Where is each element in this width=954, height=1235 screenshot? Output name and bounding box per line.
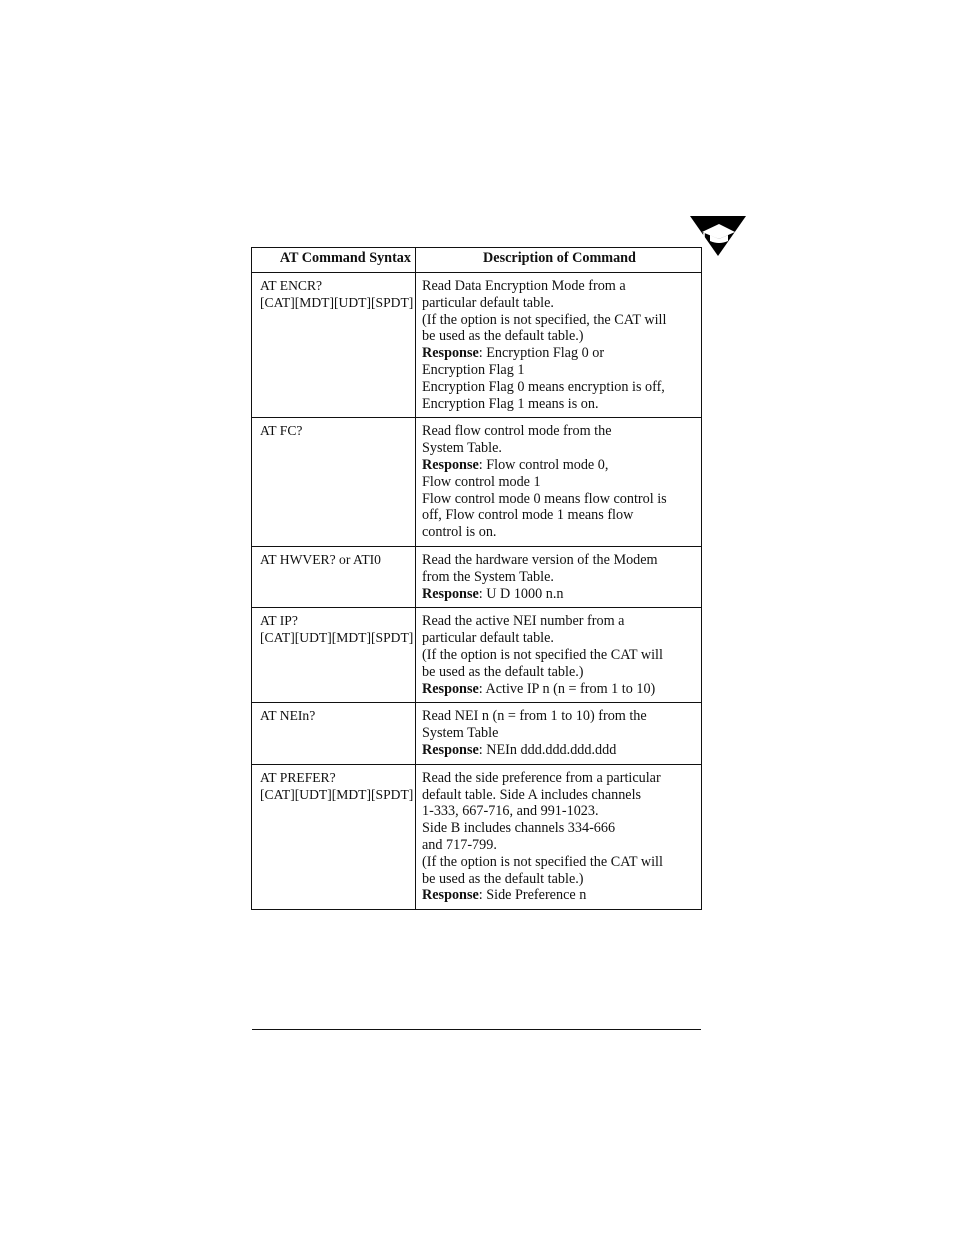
description-line: particular default table. xyxy=(422,294,554,311)
response-label: Response xyxy=(422,585,479,602)
table-row xyxy=(252,764,702,909)
command-syntax-cell xyxy=(252,703,416,764)
command-description-cell xyxy=(416,418,702,547)
description-line: and 717-799. xyxy=(422,836,497,853)
response-line xyxy=(422,681,695,698)
table-row xyxy=(252,703,702,764)
description-line: (If the option is not specified the CAT will xyxy=(422,646,663,663)
command-syntax-line: AT FC? xyxy=(260,423,303,439)
response-text: : U D 1000 n.n xyxy=(478,585,564,602)
table-header-row xyxy=(252,248,702,273)
command-description-cell xyxy=(416,546,702,607)
command-syntax-line: [CAT][UDT][MDT][SPDT] xyxy=(260,630,414,646)
description-line: Read the active NEI number from a xyxy=(422,613,625,630)
description-line: Flow control mode 0 means flow control is xyxy=(422,490,667,507)
response-line xyxy=(422,586,695,603)
response-label: Response xyxy=(422,456,479,473)
description-line: Read the side preference from a particular xyxy=(422,769,661,786)
command-syntax-cell xyxy=(252,764,416,909)
description-line: Encryption Flag 1 means is on. xyxy=(422,395,599,412)
description-line: Flow control mode 1 xyxy=(422,473,541,490)
response-label: Response xyxy=(422,887,479,904)
response-text: : Encryption Flag 0 or xyxy=(478,345,605,362)
description-line: be used as the default table.) xyxy=(422,870,584,887)
response-text: : Flow control mode 0, xyxy=(478,456,609,473)
description-line: be used as the default table.) xyxy=(422,328,584,345)
command-syntax-cell xyxy=(252,546,416,607)
description-line: Read the hardware version of the Modem xyxy=(422,551,658,568)
table-row xyxy=(252,546,702,607)
description-line: control is on. xyxy=(422,524,497,541)
description-line: (If the option is not specified the CAT will xyxy=(422,853,663,870)
description-line: Encryption Flag 0 means encryption is off, xyxy=(422,378,665,395)
table-row xyxy=(252,273,702,418)
response-text: : Side Preference n xyxy=(478,887,587,904)
description-line: Read flow control mode from the xyxy=(422,423,612,440)
description-line: Side B includes channels 334-666 xyxy=(422,820,616,837)
description-line: from the System Table. xyxy=(422,568,554,585)
command-syntax-line: AT HWVER? or ATI0 xyxy=(260,551,381,567)
command-syntax-cell xyxy=(252,608,416,703)
description-line: Read Data Encryption Mode from a xyxy=(422,278,626,294)
command-syntax-line: AT PREFER? xyxy=(260,769,336,785)
command-description-cell xyxy=(416,703,702,764)
command-syntax-cell xyxy=(252,273,416,418)
description-line: Read NEI n (n = from 1 to 10) from the xyxy=(422,708,647,725)
response-label: Response xyxy=(422,680,479,697)
command-description-cell xyxy=(416,764,702,909)
command-syntax-line: AT IP? xyxy=(260,613,298,629)
response-text: : Active IP n (n = from 1 to 10) xyxy=(478,680,656,697)
response-line xyxy=(422,742,695,759)
command-syntax-line: [CAT][UDT][MDT][SPDT] xyxy=(260,786,414,802)
description-line: particular default table. xyxy=(422,630,554,647)
response-line xyxy=(422,457,695,474)
command-syntax-cell xyxy=(252,418,416,547)
command-description-cell xyxy=(416,608,702,703)
description-line: System Table xyxy=(422,725,499,742)
description-line: System Table. xyxy=(422,440,502,457)
command-syntax-line: AT ENCR? xyxy=(260,278,323,293)
response-text: : NEIn ddd.ddd.ddd.ddd xyxy=(478,741,617,758)
command-syntax-line: AT NEIn? xyxy=(260,708,316,724)
table-row xyxy=(252,608,702,703)
description-line: be used as the default table.) xyxy=(422,663,584,680)
description-line: off, Flow control mode 1 means flow xyxy=(422,507,634,524)
command-syntax-line: [CAT][MDT][UDT][SPDT] xyxy=(260,294,414,310)
header-description: Description of Command xyxy=(416,248,702,273)
response-line xyxy=(422,887,695,904)
response-line xyxy=(422,345,695,362)
response-label: Response xyxy=(422,741,479,758)
description-line: Encryption Flag 1 xyxy=(422,361,525,378)
header-syntax: AT Command Syntax xyxy=(252,248,416,273)
description-line: 1-333, 667-716, and 991-1023. xyxy=(422,803,599,820)
description-line: (If the option is not specified, the CAT will xyxy=(422,311,667,328)
at-command-table xyxy=(251,247,702,910)
table-row xyxy=(252,418,702,547)
description-line: default table. Side A includes channels xyxy=(422,786,642,803)
response-label: Response xyxy=(422,345,479,362)
footer-rule xyxy=(252,1029,701,1030)
command-description-cell xyxy=(416,273,702,418)
